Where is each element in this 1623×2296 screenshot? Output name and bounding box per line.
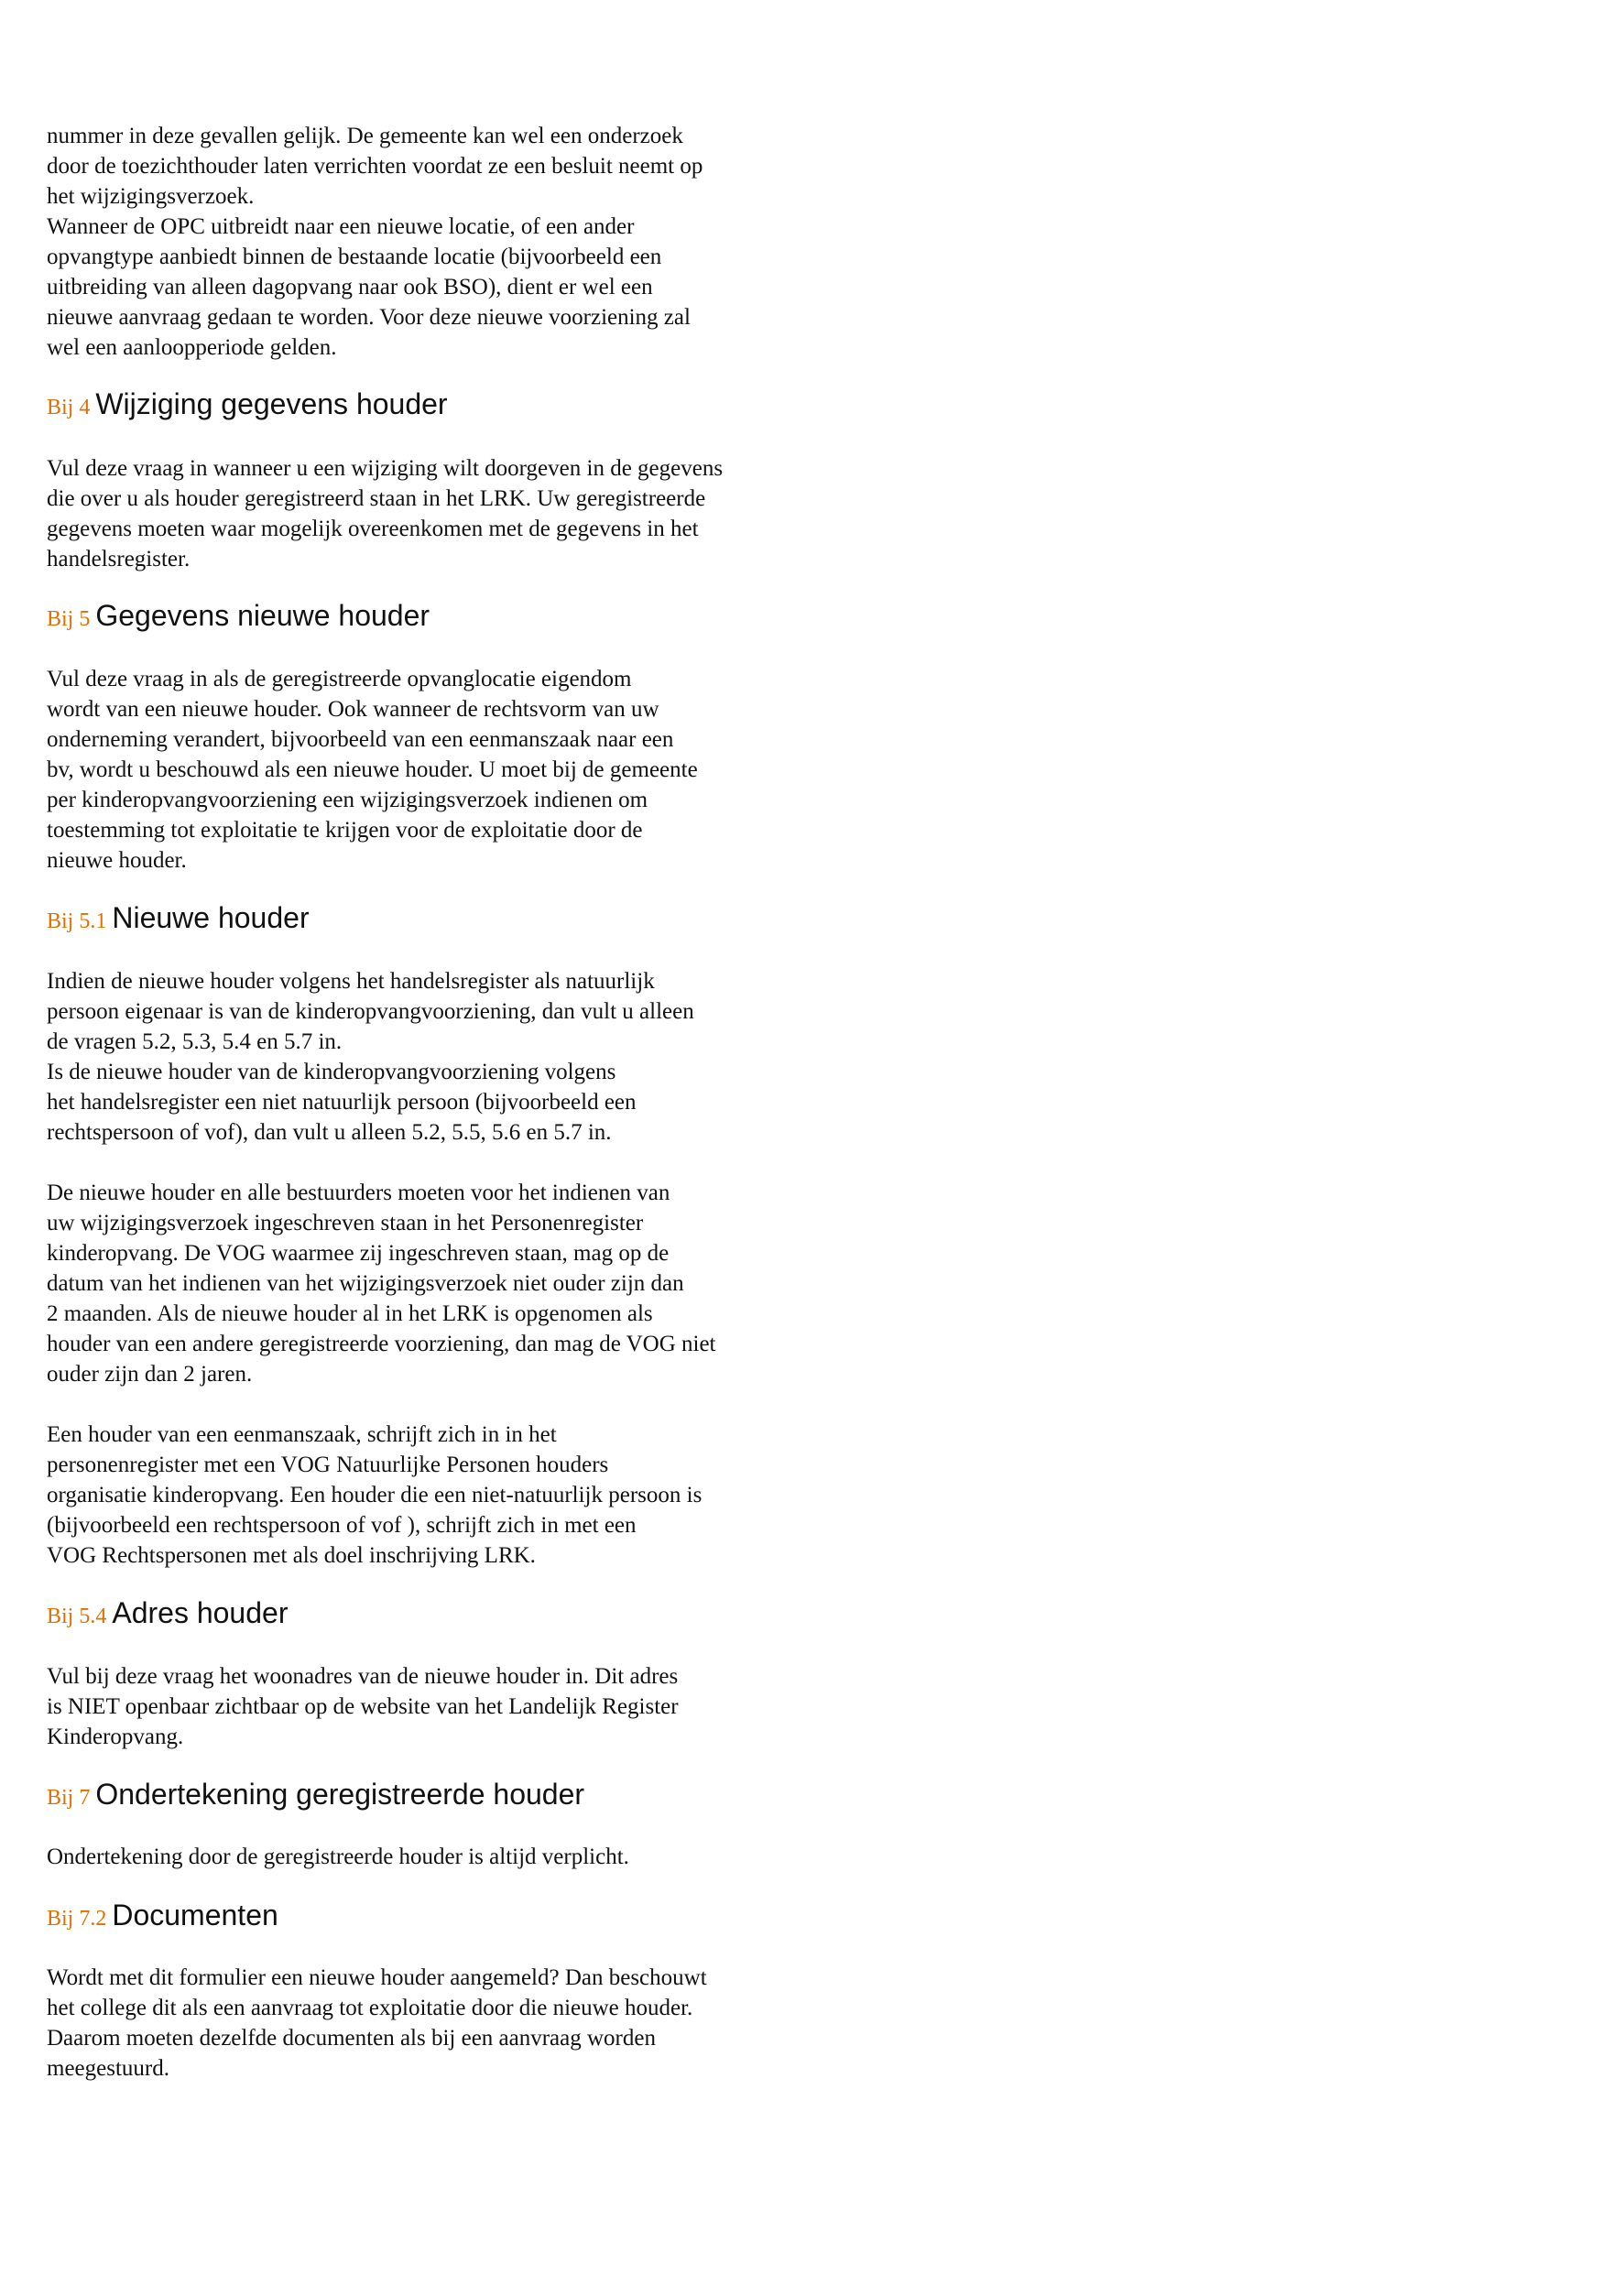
section-number: Bij 5.1: [47, 909, 107, 933]
paragraph: [47, 1842, 816, 1872]
paragraph: [47, 1420, 816, 1571]
text-line: wel een aanloopperiode gelden.: [47, 335, 337, 360]
paragraph: [47, 1963, 816, 2084]
text-line: onderneming verandert, bijvoorbeeld van een eenmanszaak naar een: [47, 727, 674, 752]
paragraph: [47, 1661, 816, 1752]
text-line: persoon eigenaar is van de kinderopvangvoorziening, dan vult u alleen: [47, 999, 694, 1024]
text-line: door de toezichthouder laten verrichten voordat ze een besluit neemt op: [47, 154, 703, 179]
text-line: uitbreiding van alleen dagopvang naar ook BSO), dient er wel een: [47, 275, 653, 299]
section-number: Bij 4: [47, 396, 91, 419]
section-title: Adres houder: [112, 1596, 289, 1629]
paragraph: [47, 453, 816, 574]
text-line: gegevens moeten waar mogelijk overeenkomen met de gegevens in het: [47, 517, 699, 541]
text-line: wordt van een nieuwe houder. Ook wanneer de rechtsvorm van uw: [47, 697, 659, 722]
section-title: Documenten: [112, 1899, 278, 1931]
text-line: kinderopvang. De VOG waarmee zij ingeschreven staan, mag op de: [47, 1241, 670, 1266]
text-line: uw wijzigingsverzoek ingeschreven staan in het Personenregister: [47, 1211, 644, 1235]
text-line: 2 maanden. Als de nieuwe houder al in het LRK is opgenomen als: [47, 1301, 653, 1326]
text-line: rechtspersoon of vof), dan vult u alleen 5.2, 5.5, 5.6 en 5.7 in.: [47, 1120, 612, 1145]
text-line: (bijvoorbeeld een rechtspersoon of vof ), schrijft zich in met een: [47, 1513, 637, 1538]
section-number: Bij 5.4: [47, 1605, 107, 1628]
text-line: het wijzigingsverzoek.: [47, 184, 255, 209]
text-line: nummer in deze gevallen gelijk. De gemeente kan wel een onderzoek: [47, 124, 683, 148]
section-heading: [47, 1776, 816, 1816]
section-title: Wijziging gegevens houder: [95, 387, 448, 420]
text-line: is NIET openbaar zichtbaar op de website van het Landelijk Register: [47, 1694, 679, 1719]
text-line: organisatie kinderopvang. Een houder die een niet-natuurlijk persoon is: [47, 1483, 703, 1507]
text-line: die over u als houder geregistreerd staan in het LRK. Uw geregistreerde: [47, 486, 706, 511]
text-line: Wordt met dit formulier een nieuwe houder aangemeld? Dan beschouwt: [47, 1965, 707, 1990]
paragraph: [47, 664, 816, 876]
text-line: opvangtype aanbiedt binnen de bestaande locatie (bijvoorbeeld een: [47, 245, 662, 269]
text-line: De nieuwe houder en alle bestuurders moeten voor het indienen van: [47, 1181, 670, 1205]
text-line: ouder zijn dan 2 jaren.: [47, 1362, 253, 1387]
paragraph: [47, 121, 816, 363]
text-line: datum van het indienen van het wijzigingsverzoek niet ouder zijn dan: [47, 1271, 684, 1296]
section-heading: [47, 386, 816, 426]
text-line: VOG Rechtspersonen met als doel inschrijving LRK.: [47, 1543, 536, 1568]
text-line: de vragen 5.2, 5.3, 5.4 en 5.7 in.: [47, 1029, 343, 1054]
section-heading: [47, 899, 816, 940]
text-line: toestemming tot exploitatie te krijgen voor de exploitatie door de: [47, 818, 643, 843]
text-line: personenregister met een VOG Natuurlijke Personen houders: [47, 1453, 609, 1477]
section-title: Ondertekening geregistreerde houder: [95, 1778, 585, 1811]
text-line: Vul bij deze vraag het woonadres van de nieuwe houder in. Dit adres: [47, 1664, 679, 1689]
section-heading: [47, 1594, 816, 1635]
text-line: handelsregister.: [47, 547, 191, 571]
text-line: meegestuurd.: [47, 2056, 169, 2081]
section-title: Gegevens nieuwe houder: [95, 599, 430, 632]
text-line: Indien de nieuwe houder volgens het handelsregister als natuurlijk: [47, 969, 655, 994]
section-title: Nieuwe houder: [112, 901, 310, 934]
text-line: Een houder van een eenmanszaak, schrijft zich in in het: [47, 1422, 557, 1447]
section-heading: [47, 597, 816, 637]
text-line: Vul deze vraag in als de geregistreerde opvanglocatie eigendom: [47, 667, 632, 691]
text-line: het college dit als een aanvraag tot exploitatie door die nieuwe houder.: [47, 1996, 693, 2020]
text-line: Kinderopvang.: [47, 1725, 184, 1749]
text-line: Daarom moeten dezelfde documenten als bij een aanvraag worden: [47, 2026, 656, 2051]
section-number: Bij 5: [47, 607, 91, 631]
text-line: per kinderopvangvoorziening een wijzigingsverzoek indienen om: [47, 788, 648, 812]
section-number: Bij 7: [47, 1786, 91, 1810]
text-line: Vul deze vraag in wanneer u een wijziging wilt doorgeven in de gegevens: [47, 456, 724, 481]
text-line: nieuwe aanvraag gedaan te worden. Voor deze nieuwe voorziening zal: [47, 305, 691, 330]
section-heading: [47, 1897, 816, 1937]
text-line: nieuwe houder.: [47, 848, 187, 873]
text-line: Ondertekening door de geregistreerde houder is altijd verplicht.: [47, 1844, 629, 1869]
text-line: Wanneer de OPC uitbreidt naar een nieuwe locatie, of een ander: [47, 214, 635, 239]
text-line: bv, wordt u beschouwd als een nieuwe houder. U moet bij de gemeente: [47, 757, 698, 782]
text-line: het handelsregister een niet natuurlijk persoon (bijvoorbeeld een: [47, 1090, 637, 1115]
paragraph: [47, 966, 816, 1148]
section-number: Bij 7.2: [47, 1907, 107, 1931]
text-line: houder van een andere geregistreerde voorziening, dan mag de VOG niet: [47, 1332, 716, 1356]
text-line: Is de nieuwe houder van de kinderopvangvoorziening volgens: [47, 1060, 616, 1084]
paragraph: [47, 1178, 816, 1389]
